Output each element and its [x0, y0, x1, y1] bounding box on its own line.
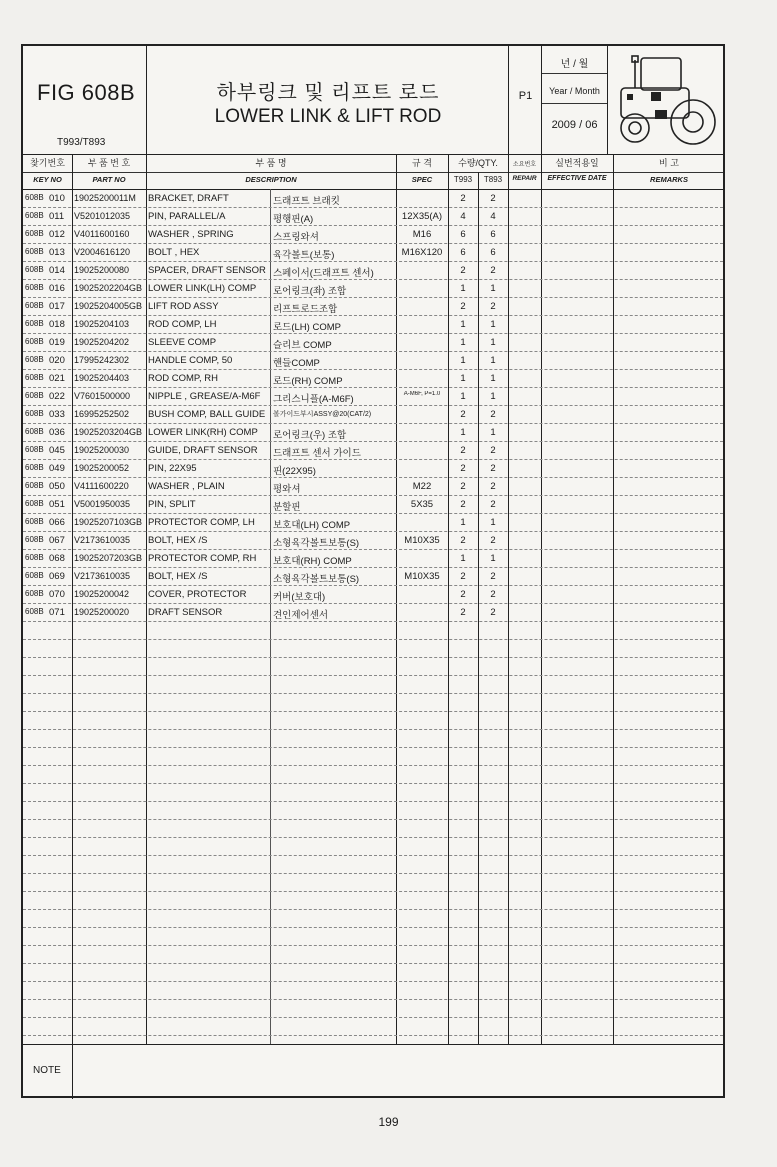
key-number: 066	[49, 517, 65, 528]
description-ko: 볼가이드부시ASSY@20(CAT/2)	[273, 411, 372, 418]
qty-t993: 2	[460, 193, 466, 204]
key-number: 022	[49, 391, 65, 402]
table-row	[23, 945, 723, 964]
table-row	[23, 531, 723, 550]
note-area	[23, 1044, 723, 1099]
key-number: 050	[49, 481, 65, 492]
key-number: 071	[49, 607, 65, 618]
key-number: 018	[49, 319, 65, 330]
description-ko: 핸들COMP	[273, 358, 320, 369]
qty-t993: 1	[460, 427, 466, 438]
effective-date-header: EFFECTIVE DATE	[547, 175, 607, 182]
part-number: 19025200020	[74, 607, 130, 617]
spec: 5X35	[410, 499, 434, 510]
table-row	[23, 783, 723, 802]
key-number: 069	[49, 571, 65, 582]
spec: M16X120	[401, 247, 443, 258]
part-no-header-ko: 부 품 번 호	[87, 158, 131, 168]
description-en: ROD COMP, LH	[148, 319, 217, 330]
qty-t993: 2	[460, 301, 466, 312]
key-fig: 608B	[25, 571, 44, 580]
description-en: PIN, PARALLEL/A	[148, 211, 226, 222]
qty-t893: 1	[490, 391, 496, 402]
key-fig: 608B	[25, 517, 44, 526]
table-row	[23, 981, 723, 1000]
key-number: 017	[49, 301, 65, 312]
table-row	[23, 315, 723, 334]
qty-t993: 1	[460, 319, 466, 330]
description-en: LOWER LINK(RH) COMP	[148, 427, 258, 438]
description-ko: 소형육각볼트보통(S)	[273, 574, 360, 585]
description-ko: 견인제어센서	[273, 610, 329, 621]
part-number: 19025207203GB	[74, 553, 143, 563]
key-fig: 608B	[25, 265, 44, 274]
table-row	[23, 441, 723, 460]
qty-t993: 1	[460, 283, 466, 294]
table-row	[23, 693, 723, 712]
qty-t893: 4	[490, 211, 496, 222]
description-en: LIFT ROD ASSY	[148, 301, 219, 312]
table-row	[23, 675, 723, 694]
spec: M10X35	[404, 571, 440, 582]
qty-t893: 2	[490, 535, 496, 546]
description-en: WASHER , PLAIN	[148, 481, 225, 492]
key-number: 068	[49, 553, 65, 564]
spec-header-ko: 규 격	[412, 158, 432, 168]
qty-t993: 2	[460, 265, 466, 276]
part-number: V2173610035	[74, 535, 131, 545]
spec: A-M6F, P=1.0	[403, 391, 441, 397]
key-number: 012	[49, 229, 65, 240]
qty-t893: 2	[490, 481, 496, 492]
part-number: 19025202204GB	[74, 283, 143, 293]
description-en: PROTECTOR COMP, LH	[148, 517, 255, 528]
sheet-header	[23, 46, 723, 155]
key-fig: 608B	[25, 481, 44, 490]
table-row	[23, 747, 723, 766]
effective-date-header-ko: 실번적용일	[555, 158, 599, 168]
description-ko: 핀(22X95)	[273, 466, 316, 477]
qty-t893: 1	[490, 427, 496, 438]
figure-number: FIG 608B	[37, 80, 136, 105]
qty-t893: 1	[490, 337, 496, 348]
qty-t993: 2	[460, 535, 466, 546]
table-row	[23, 459, 723, 478]
key-number: 051	[49, 499, 65, 510]
key-fig: 608B	[25, 427, 44, 436]
repair-header-ko: 소요번호	[512, 162, 537, 168]
key-fig: 608B	[25, 211, 44, 220]
table-row	[23, 387, 723, 406]
part-number: 19025203204GB	[74, 427, 143, 437]
key-number: 036	[49, 427, 65, 438]
qty-t993: 2	[460, 589, 466, 600]
page-code: P1	[518, 90, 533, 102]
note-label: NOTE	[33, 1065, 61, 1076]
repair-header: REPAIR	[512, 175, 537, 182]
table-row	[23, 405, 723, 424]
qty-t893: 1	[490, 553, 496, 564]
qty-t993: 1	[460, 517, 466, 528]
part-number: 19025207103GB	[74, 517, 143, 527]
part-number: V2004616120	[74, 247, 131, 257]
part-number: V7601500000	[74, 391, 131, 401]
qty-t893: 2	[490, 409, 496, 420]
table-row	[23, 711, 723, 730]
description-en: SLEEVE COMP	[148, 337, 217, 348]
column-header	[23, 154, 723, 190]
description-en: BUSH COMP, BALL GUIDE	[148, 409, 266, 420]
table-row	[23, 729, 723, 748]
key-number: 010	[49, 193, 65, 204]
spec: M10X35	[404, 535, 440, 546]
key-fig: 608B	[25, 553, 44, 562]
part-number: V5001950035	[74, 499, 131, 509]
table-row	[23, 639, 723, 658]
description-header-ko: 부 품 명	[255, 158, 287, 168]
spec: 12X35(A)	[401, 211, 443, 222]
key-number: 049	[49, 463, 65, 474]
description-ko: 로드(RH) COMP	[273, 376, 343, 387]
year-month-korean: 년 / 월	[560, 59, 589, 70]
key-no-header-ko: 찾기번호	[30, 158, 65, 168]
table-row	[23, 369, 723, 388]
part-number: V4011600160	[74, 229, 130, 239]
table-row	[23, 297, 723, 316]
key-fig: 608B	[25, 373, 44, 382]
description-en: ROD COMP, RH	[148, 373, 219, 384]
key-number: 011	[49, 211, 65, 222]
qty-t993: 2	[460, 463, 466, 474]
table-row	[23, 477, 723, 496]
qty-header: 수량/QTY.	[458, 158, 498, 168]
qty-t993-header: T993	[453, 175, 473, 184]
table-row	[23, 279, 723, 298]
spec: M16	[412, 229, 432, 240]
qty-t993: 1	[460, 391, 466, 402]
table-row	[23, 333, 723, 352]
part-number: 16995252502	[74, 409, 130, 419]
table-row	[23, 873, 723, 892]
table-row	[23, 423, 723, 442]
part-number: V4111600220	[74, 481, 129, 491]
description-ko: 소형육각볼트보통(S)	[273, 538, 360, 549]
description-en: BRACKET, DRAFT	[148, 193, 229, 204]
key-number: 067	[49, 535, 65, 546]
spec-header: SPEC	[411, 175, 433, 184]
issue-date: 2009 / 06	[551, 119, 598, 131]
qty-t993: 2	[460, 499, 466, 510]
part-number: 19025200052	[74, 463, 130, 473]
key-number: 020	[49, 355, 65, 366]
key-fig: 608B	[25, 535, 44, 544]
part-number: 19025200080	[74, 265, 130, 275]
table-row	[23, 963, 723, 982]
qty-t893: 2	[490, 463, 496, 474]
table-row	[23, 765, 723, 784]
table-row	[23, 351, 723, 370]
key-number: 013	[49, 247, 65, 258]
spec: M22	[412, 481, 432, 492]
description-ko: 스페이서(드래프트 센서)	[273, 268, 374, 279]
part-no-header: PART NO	[92, 175, 126, 184]
description-en: COVER, PROTECTOR	[148, 589, 247, 600]
table-row	[23, 1017, 723, 1036]
description-en: SPACER, DRAFT SENSOR	[148, 265, 266, 276]
remarks-header-ko: 비 고	[659, 158, 679, 168]
table-row	[23, 225, 723, 244]
description-ko: 로어링크(우) 조합	[273, 430, 347, 441]
description-ko: 리프트로드조합	[273, 304, 338, 315]
table-row	[23, 495, 723, 514]
description-en: HANDLE COMP, 50	[148, 355, 233, 366]
key-no-header: KEY NO	[33, 175, 62, 184]
table-row	[23, 261, 723, 280]
description-en: NIPPLE , GREASE/A-M6F	[148, 391, 261, 402]
table-row	[23, 513, 723, 532]
part-number: 19025200030	[74, 445, 130, 455]
qty-t993: 1	[460, 355, 466, 366]
description-ko: 슬리브 COMP	[273, 340, 332, 351]
key-number: 021	[49, 373, 65, 384]
description-en: BOLT, HEX /S	[148, 535, 208, 546]
part-number: V5201012035	[74, 211, 131, 221]
description-en: DRAFT SENSOR	[148, 607, 223, 618]
qty-t893: 2	[490, 193, 496, 204]
description-en: PIN, 22X95	[148, 463, 197, 474]
qty-t993: 1	[460, 553, 466, 564]
key-fig: 608B	[25, 247, 44, 256]
key-fig: 608B	[25, 409, 44, 418]
qty-t893: 2	[490, 499, 496, 510]
table-row	[23, 621, 723, 640]
part-number: 19025204202	[74, 337, 130, 347]
description-en: BOLT, HEX /S	[148, 571, 208, 582]
description-ko: 커버(보호대)	[273, 592, 326, 603]
key-fig: 608B	[25, 463, 44, 472]
table-row	[23, 891, 723, 910]
qty-t893: 2	[490, 571, 496, 582]
description-en: BOLT , HEX	[148, 247, 200, 258]
key-number: 033	[49, 409, 65, 420]
key-number: 070	[49, 589, 65, 600]
part-number: 19025204005GB	[74, 301, 143, 311]
qty-t993: 4	[460, 211, 466, 222]
table-row	[23, 927, 723, 946]
description-en: PIN, SPLIT	[148, 499, 196, 510]
table-row	[23, 207, 723, 226]
key-fig: 608B	[25, 391, 44, 400]
qty-t993: 2	[460, 607, 466, 618]
table-row	[23, 801, 723, 820]
qty-t893: 2	[490, 301, 496, 312]
table-row	[23, 999, 723, 1018]
part-number: 19025204403	[74, 373, 130, 383]
table-row	[23, 837, 723, 856]
qty-t993: 2	[460, 445, 466, 456]
qty-t993: 2	[460, 481, 466, 492]
description-ko: 평와셔	[273, 484, 301, 495]
key-fig: 608B	[25, 355, 44, 364]
key-fig: 608B	[25, 319, 44, 328]
key-fig: 608B	[25, 607, 44, 616]
key-fig: 608B	[25, 301, 44, 310]
table-row	[23, 657, 723, 676]
qty-t993: 2	[460, 409, 466, 420]
description-ko: 로드(LH) COMP	[273, 322, 341, 333]
key-fig: 608B	[25, 193, 44, 202]
description-ko: 로어링크(좌) 조합	[273, 286, 347, 297]
description-ko: 그리스니플(A-M6F)	[273, 394, 354, 405]
table-row	[23, 567, 723, 586]
qty-t893: 6	[490, 247, 496, 258]
part-number: 19025200011M	[74, 193, 136, 203]
title-english: LOWER LINK & LIFT ROD	[214, 106, 442, 127]
year-month-label: Year / Month	[549, 86, 600, 96]
key-fig: 608B	[25, 589, 44, 598]
key-number: 045	[49, 445, 65, 456]
table-row	[23, 909, 723, 928]
qty-t893: 2	[490, 589, 496, 600]
title-korean: 하부링크 및 리프트 로드	[216, 82, 440, 104]
tractor-icon	[611, 50, 723, 150]
qty-t893: 1	[490, 373, 496, 384]
part-number: V2173610035	[74, 571, 131, 581]
table-row	[23, 585, 723, 604]
description-ko: 드래프트 센서 가이드	[273, 448, 361, 459]
table-row	[23, 603, 723, 622]
qty-t993: 1	[460, 337, 466, 348]
part-number: 17995242302	[74, 355, 130, 365]
table-row	[23, 243, 723, 262]
key-number: 019	[49, 337, 65, 348]
parts-sheet	[21, 44, 725, 1098]
table-row	[23, 855, 723, 874]
description-ko: 스프링와셔	[273, 232, 319, 243]
description-ko: 분할핀	[273, 502, 301, 513]
key-number: 016	[49, 283, 65, 294]
description-en: LOWER LINK(LH) COMP	[148, 283, 257, 294]
model-label: T993/T893	[57, 137, 106, 148]
table-row	[23, 189, 723, 208]
description-ko: 드래프트 브래킷	[273, 196, 340, 207]
key-fig: 608B	[25, 337, 44, 346]
key-fig: 608B	[25, 283, 44, 292]
page-number: 199	[378, 1115, 399, 1129]
qty-t993: 2	[460, 571, 466, 582]
key-fig: 608B	[25, 499, 44, 508]
key-number: 014	[49, 265, 65, 276]
key-fig: 608B	[25, 445, 44, 454]
description-en: WASHER , SPRING	[148, 229, 234, 240]
part-number: 19025200042	[74, 589, 130, 599]
qty-t893: 6	[490, 229, 496, 240]
remarks-header: REMARKS	[650, 175, 688, 184]
table-row	[23, 549, 723, 568]
qty-t893: 1	[490, 319, 496, 330]
qty-t993: 6	[460, 247, 466, 258]
qty-t893: 1	[490, 283, 496, 294]
qty-t893-header: T893	[483, 175, 503, 184]
description-ko: 평행핀(A)	[273, 214, 314, 225]
qty-t893: 1	[490, 355, 496, 366]
key-fig: 608B	[25, 229, 44, 238]
description-header: DESCRIPTION	[245, 175, 297, 184]
description-ko: 보호대(LH) COMP	[273, 520, 351, 531]
description-en: PROTECTOR COMP, RH	[148, 553, 257, 564]
part-number: 19025204103	[74, 319, 130, 329]
qty-t993: 6	[460, 229, 466, 240]
description-ko: 육각볼트(보통)	[273, 250, 335, 261]
qty-t893: 1	[490, 517, 496, 528]
qty-t893: 2	[490, 445, 496, 456]
qty-t893: 2	[490, 265, 496, 276]
description-en: GUIDE, DRAFT SENSOR	[148, 445, 258, 456]
qty-t993: 1	[460, 373, 466, 384]
table-row	[23, 819, 723, 838]
description-ko: 보호대(RH) COMP	[273, 556, 352, 567]
qty-t893: 2	[490, 607, 496, 618]
